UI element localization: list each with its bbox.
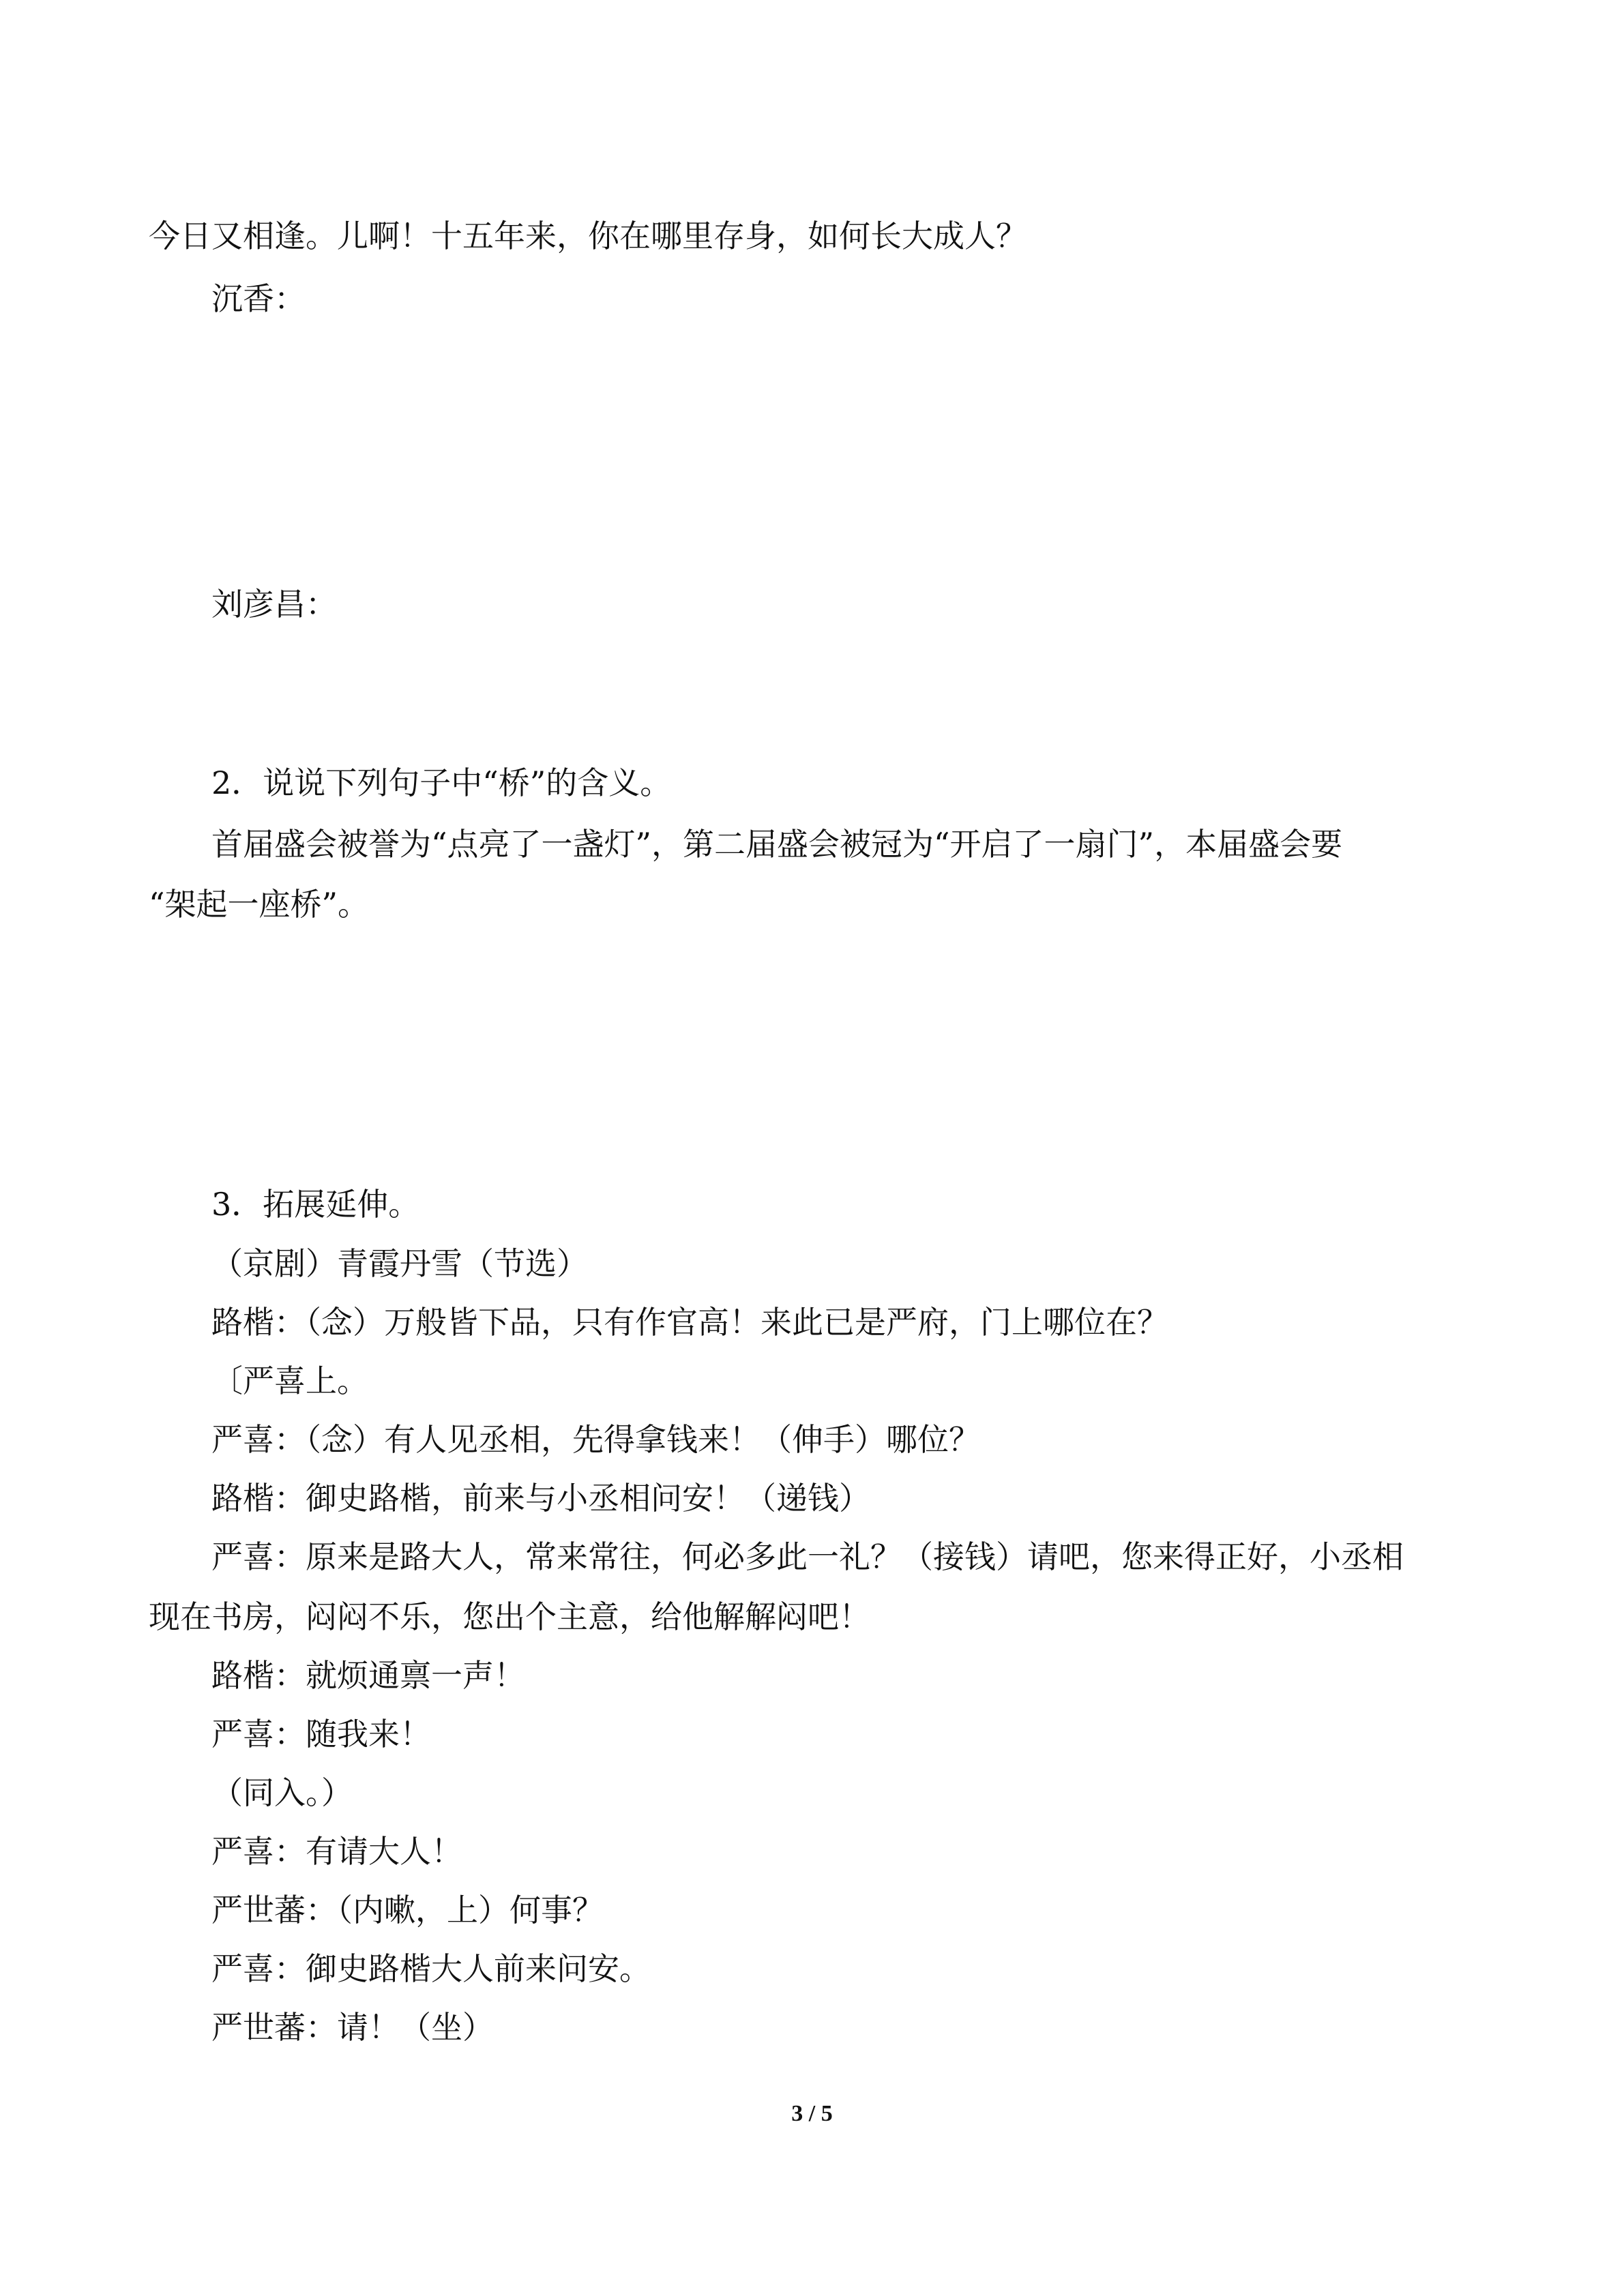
dialogue-line: 路楷：（念）万般皆下品，只有作官高！来此已是严府，门上哪位在？ xyxy=(211,1304,1168,1341)
speaker-chenxiang: 沉香： xyxy=(211,280,306,317)
dialogue-line: 现在书房，闷闷不乐，您出个主意，给他解解闷吧！ xyxy=(149,1598,870,1635)
dialogue-line: 严喜：随我来！ xyxy=(211,1716,431,1753)
dialogue-line: 严世蕃：（内嗽，上）何事？ xyxy=(211,1892,604,1928)
dialogue-line: 严喜：有请大人！ xyxy=(211,1833,462,1870)
dialogue-line: 路楷：御史路楷，前来与小丞相问安！（递钱） xyxy=(211,1480,870,1517)
dialogue-line: 严喜：御史路楷大人前来问安。 xyxy=(211,1950,651,1987)
dialogue-line: 严喜：（念）有人见丞相，先得拿钱来！（伸手）哪位？ xyxy=(211,1421,980,1458)
speaker-liuyanchang: 刘彦昌： xyxy=(211,586,337,623)
dialogue-line: 路楷：就烦通禀一声！ xyxy=(211,1657,525,1694)
stage-direction: 〔严喜上。 xyxy=(211,1362,368,1399)
stage-direction: （同入。） xyxy=(211,1774,353,1811)
dialogue-line: 严喜：原来是路大人，常来常往，何必多此一礼？（接钱）请吧，您来得正好，小丞相 xyxy=(211,1538,1404,1575)
text-line: 首届盛会被誉为“点亮了一盏灯”，第二届盛会被冠为“开启了一扇门”，本届盛会要 xyxy=(211,826,1343,863)
text-line: 今日又相逢。儿啊！十五年来，你在哪里存身，如何长大成人？ xyxy=(149,218,1027,254)
text-line: “架起一座桥”。 xyxy=(149,886,370,923)
question-3-heading: 3．拓展延伸。 xyxy=(211,1186,420,1223)
page-number: 3 / 5 xyxy=(791,2101,833,2126)
excerpt-title: （京剧）青霞丹雪（节选） xyxy=(211,1245,588,1282)
question-2-heading: 2．说说下列句子中“桥”的含义。 xyxy=(211,764,672,801)
dialogue-line: 严世蕃：请！（坐） xyxy=(211,2009,494,2046)
